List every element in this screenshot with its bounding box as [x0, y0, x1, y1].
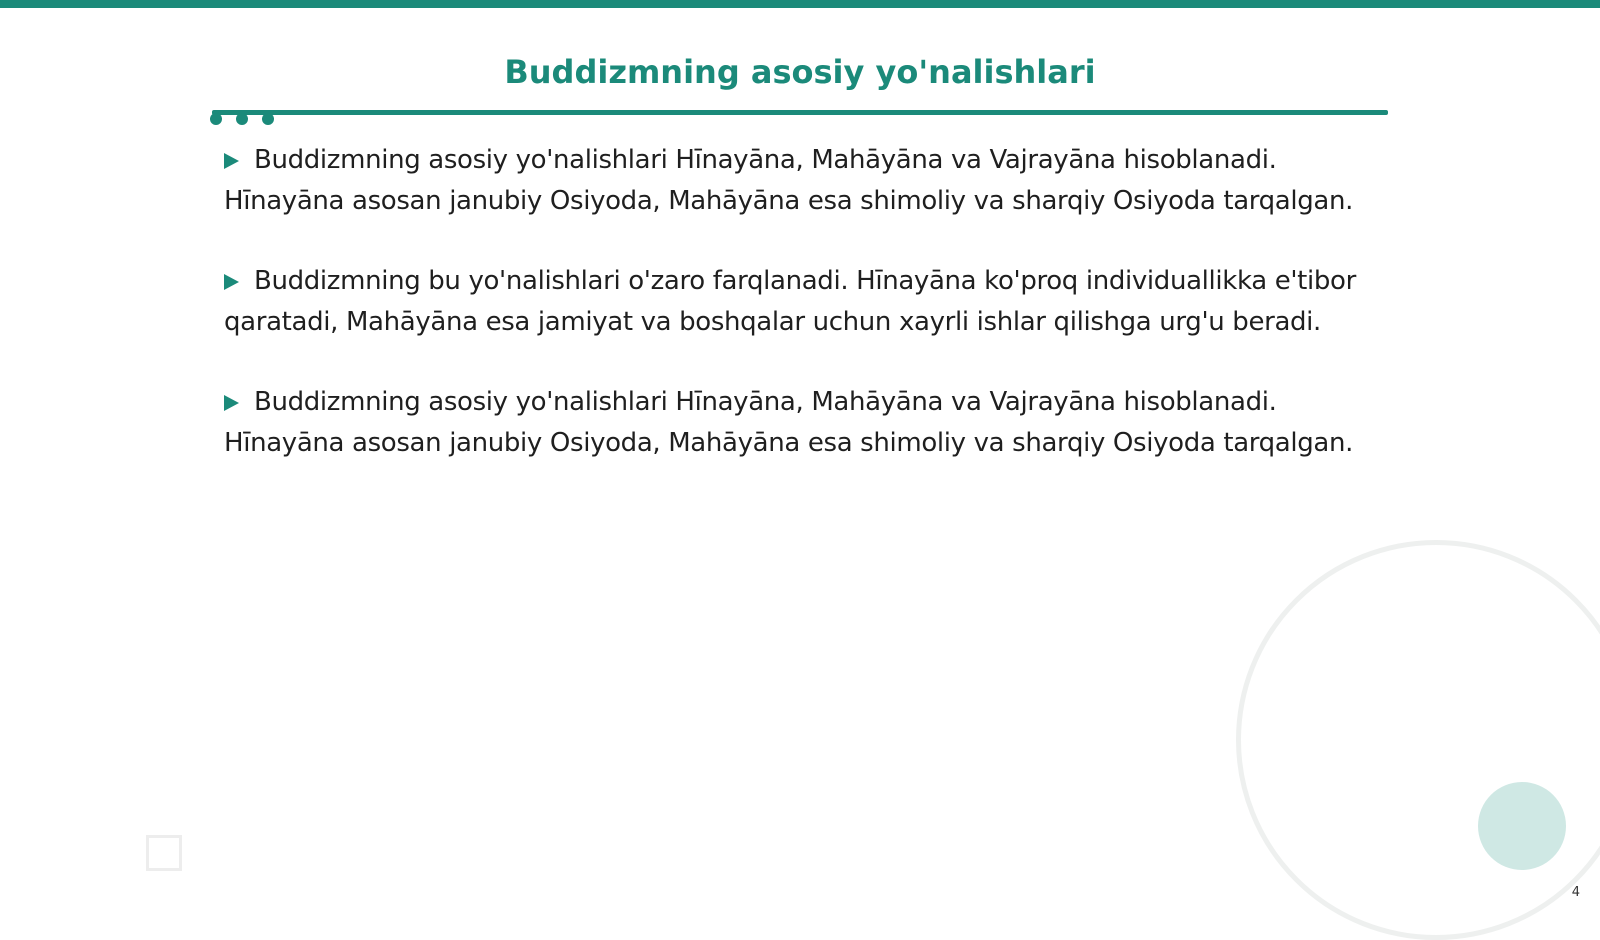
rule-dot-1	[210, 113, 222, 125]
title-underline	[212, 110, 1388, 115]
bullet-item	[224, 261, 1384, 342]
top-accent-bar	[0, 0, 1600, 8]
bullet-text: Buddizmning asosiy yo'nalishlari Hīnayāna, Mahāyāna va Vajrayāna hisoblanadi. Hīnayāna asosan janubiy Osiyoda, Mahāyāna esa shimoliy va sharqiy Osiyoda tarqalgan.	[224, 387, 1354, 458]
rule-dot-2	[236, 113, 248, 125]
play-triangle-icon	[224, 153, 239, 169]
bullet-text: Buddizmning asosiy yo'nalishlari Hīnayāna, Mahāyāna va Vajrayāna hisoblanadi. Hīnayāna asosan janubiy Osiyoda, Mahāyāna esa shimoliy va sharqiy Osiyoda tarqalgan.	[224, 145, 1354, 216]
play-triangle-icon	[224, 395, 239, 411]
decorative-ring	[1236, 540, 1600, 940]
slide-title: Buddizmning asosiy yo'nalishlari	[504, 53, 1096, 91]
decorative-square	[146, 835, 182, 871]
page-number: 4	[1571, 885, 1580, 900]
decorative-dot	[1478, 782, 1566, 870]
bullet-list	[224, 140, 1384, 503]
bullet-item	[224, 140, 1384, 221]
bullet-text: Buddizmning bu yo'nalishlari o'zaro farqlanadi. Hīnayāna ko'proq individuallikka e'tibor qaratadi, Mahāyāna esa jamiyat va boshqalar uchun xayrli ishlar qilishga urg'u beradi.	[224, 266, 1356, 337]
rule-dot-3	[262, 113, 274, 125]
bullet-item	[224, 382, 1384, 463]
play-triangle-icon	[224, 274, 239, 290]
